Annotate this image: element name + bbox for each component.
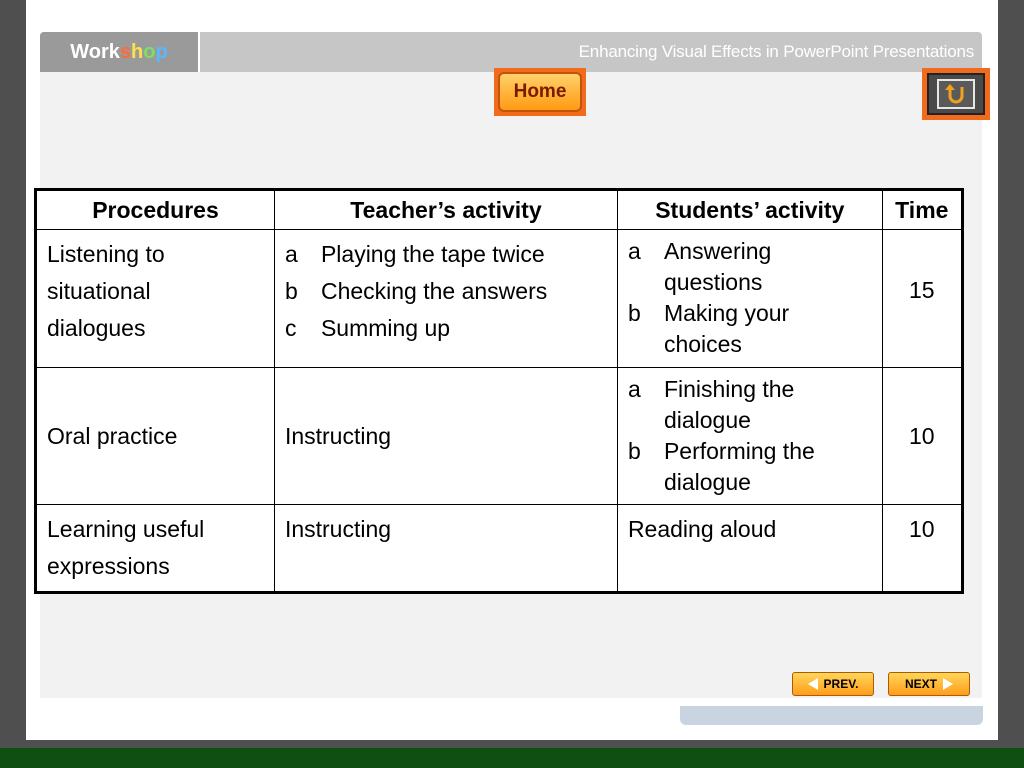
list-item: b Checking the answers xyxy=(284,278,548,304)
teacher-activity-cell: Instructing xyxy=(274,505,617,593)
prev-button-label: PREV. xyxy=(823,677,859,691)
students-activity-cell: Reading aloud xyxy=(617,505,882,593)
footer-strip xyxy=(680,706,983,725)
time-cell: 10 xyxy=(882,505,962,593)
list-item: a Playing the tape twice xyxy=(284,241,545,267)
list-item: a Answering questions xyxy=(627,238,772,295)
header-bar xyxy=(40,32,982,72)
prev-button[interactable] xyxy=(792,672,874,696)
procedure-cell: Learning useful expressions xyxy=(36,505,275,593)
teacher-activity-cell: Instructing xyxy=(274,368,617,505)
table-row xyxy=(36,505,963,593)
students-activity-cell xyxy=(617,368,882,505)
header-procedures: Procedures xyxy=(36,190,275,230)
header-teacher-activity: Teacher’s activity xyxy=(274,190,617,230)
list-item: a Finishing the dialogue xyxy=(627,376,795,433)
bottom-bar xyxy=(0,748,1024,768)
header-students-activity: Students’ activity xyxy=(617,190,882,230)
lesson-procedure-table xyxy=(34,188,964,594)
table-row xyxy=(36,368,963,505)
return-button[interactable] xyxy=(922,68,990,120)
return-icon xyxy=(927,73,985,115)
list-item: c Summing up xyxy=(284,315,451,341)
slide xyxy=(26,0,998,740)
time-cell: 15 xyxy=(882,230,962,368)
next-button[interactable] xyxy=(888,672,970,696)
header-time: Time xyxy=(882,190,962,230)
workshop-logo: Work s h o p xyxy=(40,32,200,72)
next-button-label: NEXT xyxy=(904,677,937,691)
arrow-left-icon xyxy=(808,678,818,690)
teacher-activity-cell xyxy=(274,230,617,368)
time-cell: 10 xyxy=(882,368,962,505)
procedure-cell: Listening to situational dialogues xyxy=(36,230,275,368)
table-row xyxy=(36,230,963,368)
table-header-row xyxy=(36,190,963,230)
header-title: Enhancing Visual Effects in PowerPoint Presentations xyxy=(578,42,974,61)
list-item: b Performing the dialogue xyxy=(627,438,815,495)
list-item: b Making your choices xyxy=(627,300,790,357)
students-activity-cell xyxy=(617,230,882,368)
home-button-label: Home xyxy=(498,72,582,112)
arrow-right-icon xyxy=(943,678,953,690)
procedure-cell: Oral practice xyxy=(36,368,275,505)
home-button[interactable] xyxy=(494,68,586,116)
